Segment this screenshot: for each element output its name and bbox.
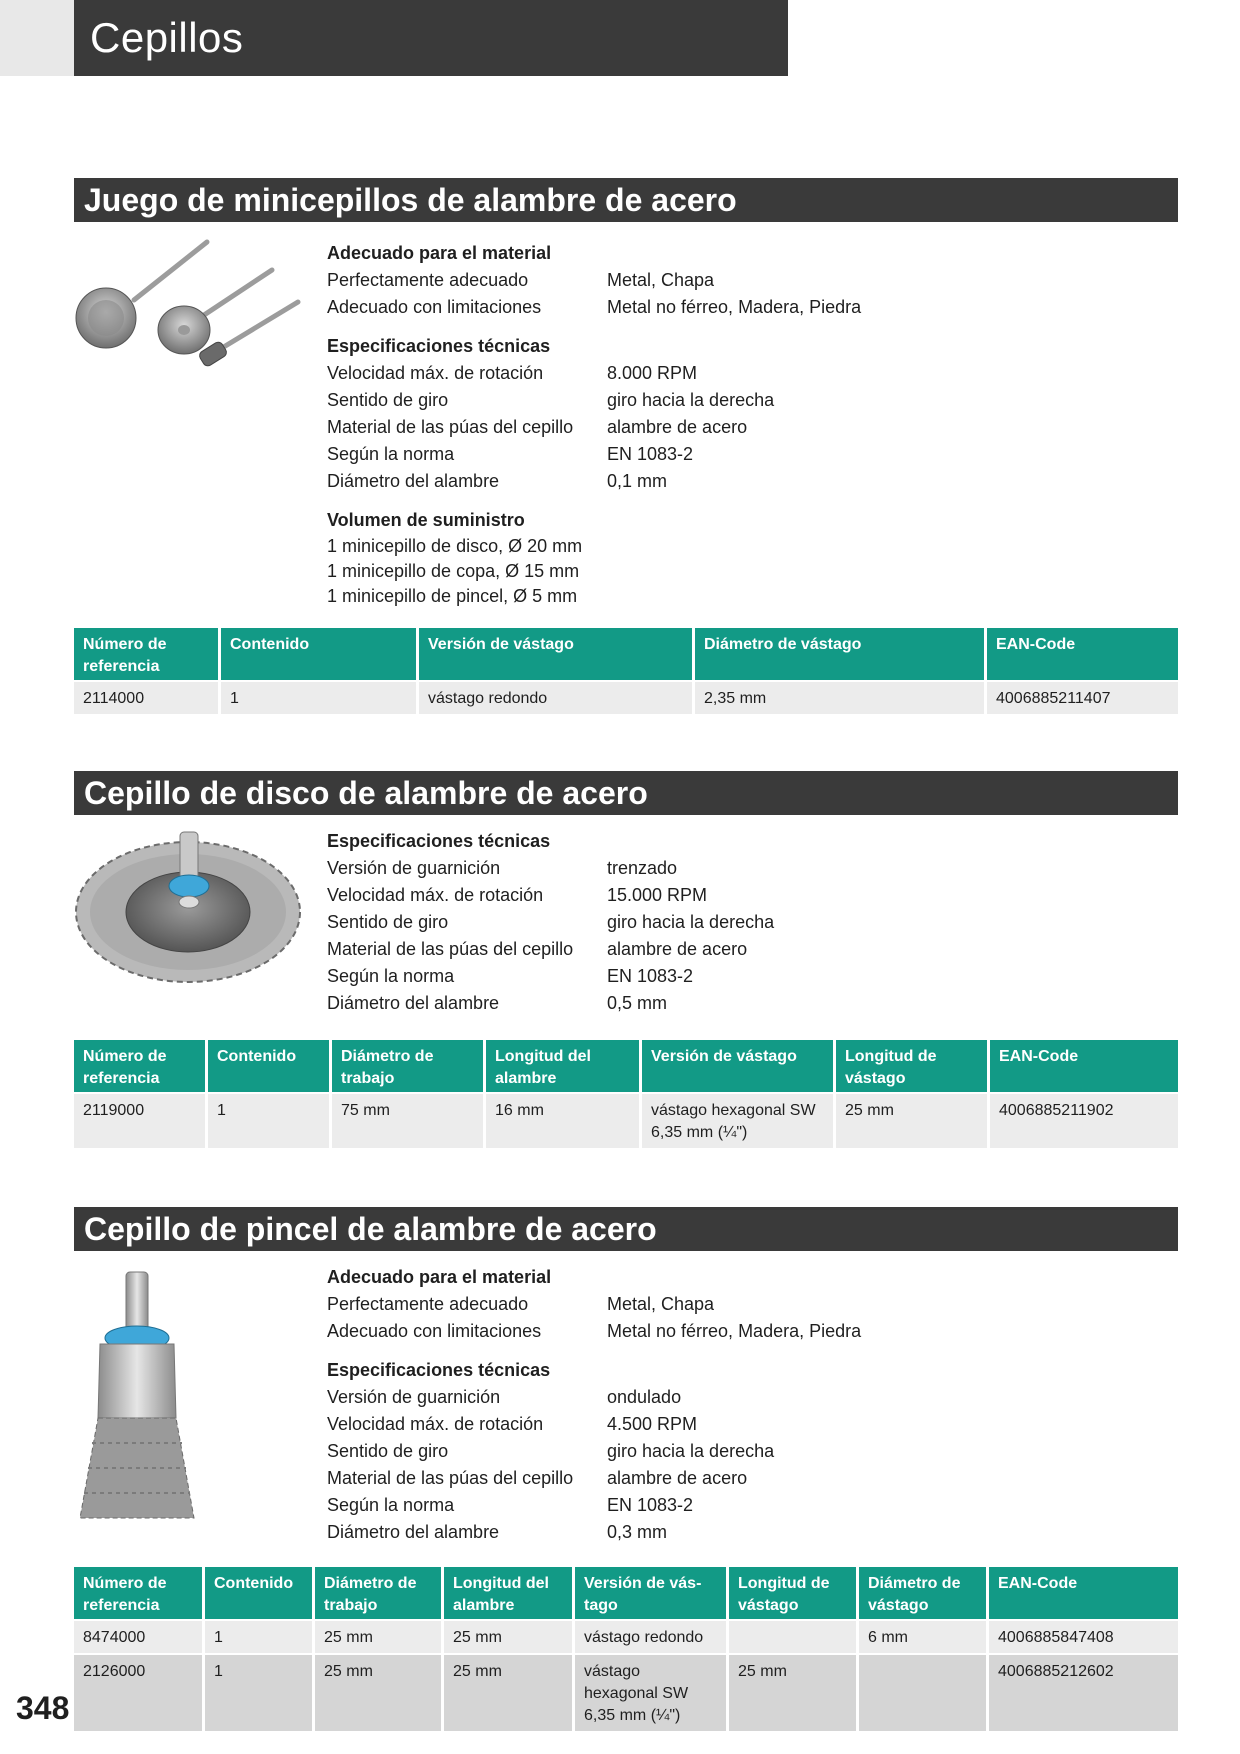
page-title: Cepillos	[74, 0, 788, 76]
supply-item: 1 minicepillo de disco, Ø 20 mm	[327, 536, 583, 556]
row-bristle-material	[327, 936, 947, 963]
cell-reference-number: 2126000	[74, 1653, 205, 1731]
cell-shank-length: 25 mm	[836, 1092, 990, 1148]
header-content: Contenido	[208, 1040, 332, 1092]
label-rotation: Sentido de giro	[327, 1441, 449, 1461]
supply-item: 1 minicepillo de pincel, Ø 5 mm	[327, 586, 578, 606]
cell-ean-code: 4006885211902	[990, 1092, 1178, 1148]
section-title-end-brush: Cepillo de pincel de alambre de acero	[74, 1207, 1178, 1251]
header-shank-version: Versión de vástago	[642, 1040, 836, 1092]
value-standard: EN 1083-2	[607, 966, 694, 986]
header-wire-length: Longitud del alambre	[444, 1567, 575, 1619]
cell-working-diameter: 25 mm	[315, 1619, 444, 1653]
header-shank-length: Longitud de vástago	[836, 1040, 990, 1092]
cell-shank-length	[729, 1619, 859, 1653]
label-max-speed: Velocidad máx. de rotación	[327, 363, 544, 383]
row-limited-suitable	[327, 1318, 947, 1345]
value-perfectly-suitable: Metal, Chapa	[607, 270, 715, 290]
reference-table-section2	[74, 1040, 1178, 1148]
cell-wire-length: 25 mm	[444, 1619, 575, 1653]
header-content: Contenido	[221, 628, 419, 680]
header-shank-diameter: Diámetro de vástago	[859, 1567, 989, 1619]
value-limited-suitable: Metal no férreo, Madera, Piedra	[607, 1321, 862, 1341]
cell-content: 1	[208, 1092, 332, 1148]
header-shank-version: Versión de vás-tago	[575, 1567, 729, 1619]
row-rotation	[327, 1438, 947, 1465]
cell-reference-number: 2119000	[74, 1092, 208, 1148]
cell-working-diameter: 75 mm	[332, 1092, 486, 1148]
value-wire-diameter: 0,5 mm	[607, 993, 668, 1013]
reference-table-section1	[74, 628, 1178, 714]
cell-shank-version: vástago redondo	[575, 1619, 729, 1653]
cell-shank-version: vástago hexagonal SW 6,35 mm (¼")	[575, 1653, 729, 1731]
label-standard: Según la norma	[327, 1495, 455, 1515]
header-ean-code: EAN-Code	[989, 1567, 1178, 1619]
label-limited-suitable: Adecuado con limitaciones	[327, 297, 542, 317]
row-standard	[327, 441, 947, 468]
heading-suitable-material: Adecuado para el material	[327, 243, 552, 263]
label-bristle-material: Material de las púas del cepillo	[327, 1468, 574, 1488]
row-bristle-material	[327, 414, 947, 441]
value-bristle-material: alambre de acero	[607, 417, 748, 437]
table-header-row	[74, 1040, 1178, 1092]
value-rotation: giro hacia la derecha	[607, 390, 775, 410]
value-max-speed: 15.000 RPM	[607, 885, 708, 905]
header-working-diameter: Diámetro de trabajo	[315, 1567, 444, 1619]
value-bristle-material: alambre de acero	[607, 1468, 748, 1488]
label-rotation: Sentido de giro	[327, 912, 449, 932]
header-reference-number: Número de referencia	[74, 628, 221, 680]
heading-technical-specs: Especificaciones técnicas	[327, 336, 551, 356]
value-max-speed: 4.500 RPM	[607, 1414, 698, 1434]
section-title-mini-brush-set: Juego de minicepillos de alambre de acero	[74, 178, 1178, 222]
cell-shank-diameter: 6 mm	[859, 1619, 989, 1653]
supply-item: 1 minicepillo de copa, Ø 15 mm	[327, 561, 580, 581]
header-left-strip	[0, 0, 74, 76]
row-limited-suitable	[327, 294, 947, 321]
value-max-speed: 8.000 RPM	[607, 363, 698, 383]
header-working-diameter: Diámetro de trabajo	[332, 1040, 486, 1092]
label-bristle-material: Material de las púas del cepillo	[327, 939, 574, 959]
cell-ean-code: 4006885211407	[987, 680, 1178, 714]
cell-wire-length: 25 mm	[444, 1653, 575, 1731]
row-wire-diameter	[327, 468, 947, 495]
value-rotation: giro hacia la derecha	[607, 912, 775, 932]
header-ean-code: EAN-Code	[987, 628, 1178, 680]
cell-wire-length: 16 mm	[486, 1092, 642, 1148]
label-wire-diameter: Diámetro del alambre	[327, 1522, 500, 1542]
header-ean-code: EAN-Code	[990, 1040, 1178, 1092]
header-reference-number: Número de referencia	[74, 1040, 208, 1092]
label-trim-version: Versión de guarnición	[327, 858, 501, 878]
table-header-row	[74, 628, 1178, 680]
row-standard	[327, 1492, 947, 1519]
label-perfectly-suitable: Perfectamente adecuado	[327, 1294, 529, 1314]
row-bristle-material	[327, 1465, 947, 1492]
value-wire-diameter: 0,3 mm	[607, 1522, 668, 1542]
label-max-speed: Velocidad máx. de rotación	[327, 1414, 544, 1434]
table-row	[74, 1653, 1178, 1731]
cell-reference-number: 8474000	[74, 1619, 205, 1653]
table-row	[74, 1092, 1178, 1148]
label-max-speed: Velocidad máx. de rotación	[327, 885, 544, 905]
row-wire-diameter	[327, 1519, 947, 1546]
specs-section3	[327, 1264, 947, 1546]
row-rotation	[327, 909, 947, 936]
reference-table-section3	[74, 1567, 1178, 1731]
heading-technical-specs: Especificaciones técnicas	[327, 1360, 551, 1380]
table-row	[74, 680, 1178, 714]
label-trim-version: Versión de guarnición	[327, 1387, 501, 1407]
section-title-disc-brush: Cepillo de disco de alambre de acero	[74, 771, 1178, 815]
mini-wire-brushes-set-image	[72, 238, 302, 388]
cell-ean-code: 4006885212602	[989, 1653, 1178, 1731]
row-max-speed	[327, 882, 947, 909]
header-shank-diameter: Diámetro de vástago	[695, 628, 987, 680]
cell-content: 1	[221, 680, 419, 714]
value-standard: EN 1083-2	[607, 444, 694, 464]
cell-working-diameter: 25 mm	[315, 1653, 444, 1731]
label-wire-diameter: Diámetro del alambre	[327, 471, 500, 491]
label-wire-diameter: Diámetro del alambre	[327, 993, 500, 1013]
label-limited-suitable: Adecuado con limitaciones	[327, 1321, 542, 1341]
cell-content: 1	[205, 1653, 315, 1731]
row-rotation	[327, 387, 947, 414]
label-rotation: Sentido de giro	[327, 390, 449, 410]
row-perfectly-suitable	[327, 267, 947, 294]
cell-shank-length: 25 mm	[729, 1653, 859, 1731]
cell-shank-version: vástago hexagonal SW 6,35 mm (¼")	[642, 1092, 836, 1148]
table-row	[74, 1619, 1178, 1653]
value-standard: EN 1083-2	[607, 1495, 694, 1515]
header-shank-length: Longitud de vástago	[729, 1567, 859, 1619]
value-trim-version: ondulado	[607, 1387, 682, 1407]
header-content: Contenido	[205, 1567, 315, 1619]
value-trim-version: trenzado	[607, 858, 678, 878]
value-limited-suitable: Metal no férreo, Madera, Piedra	[607, 297, 862, 317]
value-perfectly-suitable: Metal, Chapa	[607, 1294, 715, 1314]
table-header-row	[74, 1567, 1178, 1619]
value-wire-diameter: 0,1 mm	[607, 471, 668, 491]
label-standard: Según la norma	[327, 966, 455, 986]
header-shank-version: Versión de vástago	[419, 628, 695, 680]
cell-shank-diameter: 2,35 mm	[695, 680, 987, 714]
row-standard	[327, 963, 947, 990]
heading-supply-volume: Volumen de suministro	[327, 510, 525, 530]
row-trim-version	[327, 855, 947, 882]
row-perfectly-suitable	[327, 1291, 947, 1318]
cell-shank-version: vástago redondo	[419, 680, 695, 714]
row-max-speed	[327, 360, 947, 387]
header-reference-number: Número de referencia	[74, 1567, 205, 1619]
label-perfectly-suitable: Perfectamente adecuado	[327, 270, 529, 290]
cell-shank-diameter	[859, 1653, 989, 1731]
end-wire-brush-image	[72, 1268, 202, 1538]
header-wire-length: Longitud del alambre	[486, 1040, 642, 1092]
heading-suitable-material: Adecuado para el material	[327, 1267, 552, 1287]
page-number: 348	[16, 1690, 70, 1726]
label-bristle-material: Material de las púas del cepillo	[327, 417, 574, 437]
disc-wire-brush-image	[72, 830, 304, 990]
row-wire-diameter	[327, 990, 947, 1017]
row-trim-version	[327, 1384, 947, 1411]
cell-ean-code: 4006885847408	[989, 1619, 1178, 1653]
cell-content: 1	[205, 1619, 315, 1653]
value-rotation: giro hacia la derecha	[607, 1441, 775, 1461]
row-max-speed	[327, 1411, 947, 1438]
cell-reference-number: 2114000	[74, 680, 221, 714]
heading-technical-specs: Especificaciones técnicas	[327, 831, 551, 851]
value-bristle-material: alambre de acero	[607, 939, 748, 959]
label-standard: Según la norma	[327, 444, 455, 464]
specs-section1	[327, 240, 947, 609]
specs-section2	[327, 828, 947, 1017]
